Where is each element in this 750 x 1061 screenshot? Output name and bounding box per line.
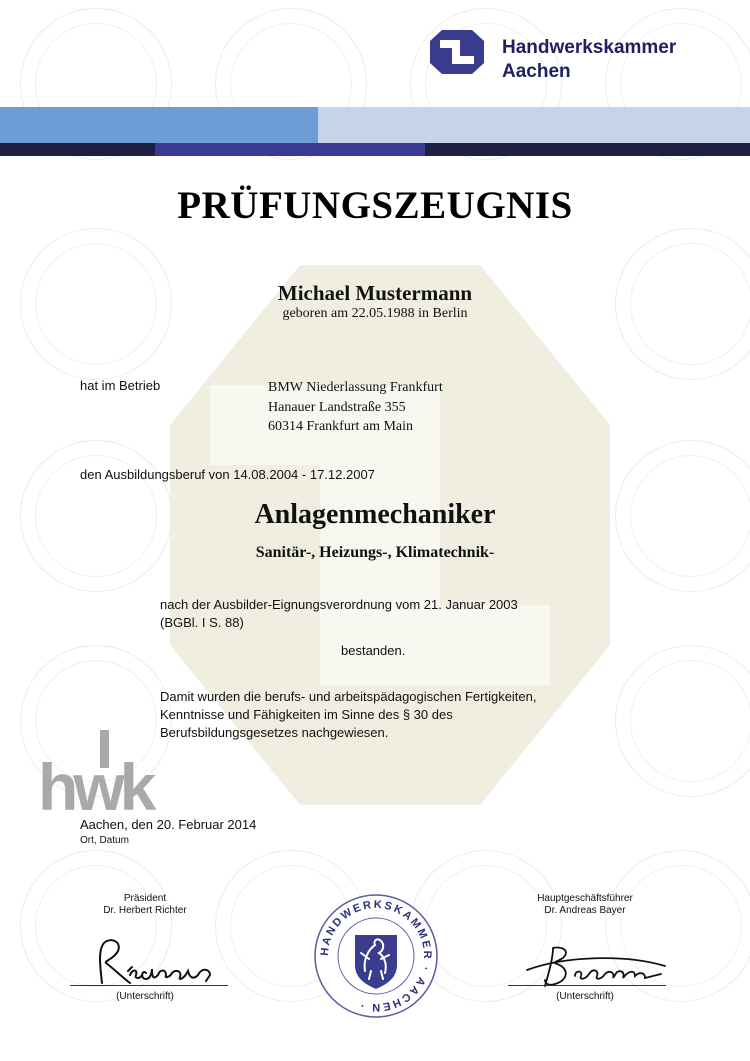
right-signature-caption: (Unterschrift) <box>556 991 614 1002</box>
left-signature <box>70 935 230 990</box>
company-address <box>268 378 443 437</box>
statement-line: Damit wurden die berufs- und arbeitspädagogischen Fertigkeiten, <box>160 689 537 704</box>
right-signature <box>505 940 680 995</box>
profession-title: Anlagenmechaniker <box>254 499 496 530</box>
company-city: 60314 Frankfurt am Main <box>268 419 414 434</box>
document-title: PRÜFUNGSZEUGNIS <box>177 184 573 227</box>
holder-name: Michael Mustermann <box>277 281 473 305</box>
right-signatory-name: Dr. Andreas Bayer <box>544 905 626 916</box>
organisation-name-line2: Aachen <box>502 61 571 82</box>
left-signature-caption: (Unterschrift) <box>116 991 174 1002</box>
specialization: Sanitär-, Heizungs-, Klimatechnik- <box>255 544 495 561</box>
hwk-logo-icon <box>430 30 484 74</box>
statement-line: Berufsbildungsgesetzes nachgewiesen. <box>160 725 389 740</box>
regulation-line: nach der Ausbilder-Eignungsverordnung vom 21. Januar 2003 <box>160 597 518 612</box>
passed-text: bestanden. <box>341 643 406 658</box>
left-signature-line <box>70 985 228 986</box>
organisation-name-line1: Handwerkskammer <box>502 37 677 58</box>
watermark-ring <box>615 645 750 797</box>
hwk-mark-logo <box>38 730 160 818</box>
place-date-label: Ort, Datum <box>80 835 129 846</box>
organisation-name <box>502 36 676 84</box>
company-label: hat im Betrieb <box>80 378 161 393</box>
statement-text <box>160 688 537 742</box>
company-street: Hanauer Landstraße 355 <box>268 399 406 415</box>
hwk-mark-text: hwk <box>38 750 152 818</box>
statement-line: Kenntnisse und Fähigkeiten im Sinne des § 30 des <box>160 707 453 722</box>
header-band-blue <box>0 107 318 143</box>
left-signatory-name: Dr. Herbert Richter <box>103 905 187 916</box>
place-date: Aachen, den 20. Februar 2014 <box>80 817 257 832</box>
official-seal <box>313 893 439 1019</box>
birth-line: geboren am 22.05.1988 in Berlin <box>282 306 468 321</box>
seal-text: HANDWERKSKAMMER · AACHEN · <box>318 898 434 1014</box>
regulation-reference: (BGBl. I S. 88) <box>160 615 244 630</box>
company-name: BMW Niederlassung Frankfurt <box>268 380 443 395</box>
training-period: den Ausbildungsberuf von 14.08.2004 - 17.12.2007 <box>80 467 375 482</box>
left-signatory-role: Präsident <box>123 893 167 904</box>
right-signature-line <box>508 985 666 986</box>
header-band-indigo <box>155 143 425 156</box>
right-signatory-role: Hauptgeschäftsführer <box>537 893 633 904</box>
regulation-text <box>160 596 518 632</box>
